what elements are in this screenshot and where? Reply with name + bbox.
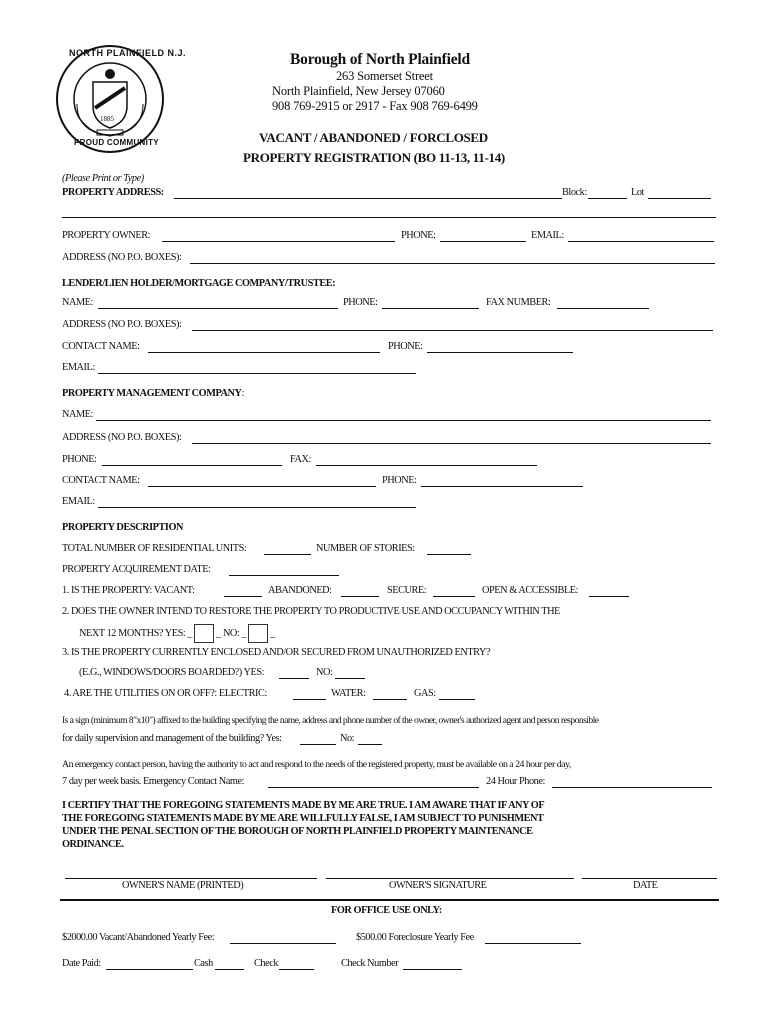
q3-line2: (E.G., WINDOWS/DOORS BOARDED?) YES: xyxy=(79,667,265,678)
q2-line1: 2. DOES THE OWNER INTEND TO RESTORE THE PROPERTY TO PRODUCTIVE USE AND OCCUPANCY WITHIN THE xyxy=(62,606,560,617)
emergency-phone-field[interactable] xyxy=(552,777,712,788)
sign-question-line2: for daily supervision and management of the building? Yes: xyxy=(62,733,282,744)
fee-foreclosure-label: $500.00 Foreclosure Yearly Fee xyxy=(356,932,474,943)
lender-phone-field[interactable] xyxy=(382,298,479,309)
owner-name-line[interactable] xyxy=(65,868,317,879)
pm-name-label: NAME: xyxy=(62,409,93,420)
lender-address-field[interactable] xyxy=(192,320,713,331)
q1-open-label: OPEN & ACCESSIBLE: xyxy=(482,585,579,596)
q4-label: 4. ARE THE UTILITIES ON OR OFF?: ELECTRIC: xyxy=(64,688,267,699)
certify-line2: THE FOREGOING STATEMENTS MADE BY ME ARE WILLFULLY FALSE, I AM SUBJECT TO PUNISHMENT xyxy=(62,813,544,824)
q4-gas-field[interactable] xyxy=(439,689,475,700)
pm-phone-field[interactable] xyxy=(102,455,282,466)
lot-field[interactable] xyxy=(648,188,711,199)
pm-contact-phone-field[interactable] xyxy=(421,476,583,487)
pm-fax-label: FAX: xyxy=(290,454,311,465)
acq-date-field[interactable] xyxy=(229,565,339,576)
owner-name-caption: OWNER'S NAME (PRINTED) xyxy=(122,880,244,891)
pm-email-field[interactable] xyxy=(98,497,416,508)
cash-label: Cash xyxy=(194,958,213,969)
q3-no-label: NO: xyxy=(316,667,333,678)
property-address-label: PROPERTY ADDRESS: xyxy=(62,187,164,198)
fee-vacant-label: $2000.00 Vacant/Abandoned Yearly Fee: xyxy=(62,932,215,943)
block-label: Block: xyxy=(562,187,587,198)
office-divider xyxy=(60,899,719,901)
total-units-field[interactable] xyxy=(264,544,311,555)
owner-phone-label: PHONE: xyxy=(401,230,436,241)
sign-no-field[interactable] xyxy=(358,734,382,745)
street-address: 263 Somerset Street xyxy=(336,69,433,83)
seal-center-text: 1885 xyxy=(100,115,114,123)
form-title-line1: VACANT / ABANDONED / FORCLOSED xyxy=(259,130,488,145)
pm-phone-label: PHONE: xyxy=(62,454,97,465)
q1-secure-field[interactable] xyxy=(433,586,475,597)
cash-field[interactable] xyxy=(215,959,244,970)
lot-label: Lot xyxy=(631,187,644,198)
lender-phone-label: PHONE: xyxy=(343,297,378,308)
pm-contact-phone-label: PHONE: xyxy=(382,475,417,486)
sign-no-label: No: xyxy=(340,733,355,744)
form-title-line2: PROPERTY REGISTRATION (BO 11-13, 11-14) xyxy=(243,150,505,165)
q4-water-label: WATER: xyxy=(331,688,366,699)
q1-abandoned-field[interactable] xyxy=(341,586,379,597)
date-caption: DATE xyxy=(633,880,658,891)
emergency-line2: 7 day per week basis. Emergency Contact Name: xyxy=(62,776,244,787)
q1-secure-label: SECURE: xyxy=(387,585,427,596)
date-paid-label: Date Paid: xyxy=(62,958,101,969)
check-label: Check xyxy=(254,958,279,969)
property-address-field[interactable] xyxy=(174,188,562,199)
pm-address-label: ADDRESS (NO P.O. BOXES): xyxy=(62,432,182,443)
lender-name-field[interactable] xyxy=(98,298,338,309)
seal-ring-bottom-text: PROUD COMMUNITY xyxy=(74,138,159,147)
desc-heading: PROPERTY DESCRIPTION xyxy=(62,522,183,533)
lender-contact-field[interactable] xyxy=(148,342,380,353)
lender-fax-field[interactable] xyxy=(557,298,649,309)
total-units-label: TOTAL NUMBER OF RESIDENTIAL UNITS: xyxy=(62,543,247,554)
emergency-name-field[interactable] xyxy=(268,777,479,788)
q1-open-field[interactable] xyxy=(589,586,629,597)
acq-date-label: PROPERTY ACQUIREMENT DATE: xyxy=(62,564,211,575)
lender-contact-label: CONTACT NAME: xyxy=(62,341,140,352)
fee-foreclosure-field[interactable] xyxy=(485,933,581,944)
owner-address-field[interactable] xyxy=(190,253,715,264)
owner-email-field[interactable] xyxy=(568,231,714,242)
owner-signature-caption: OWNER'S SIGNATURE xyxy=(389,880,487,891)
check-number-field[interactable] xyxy=(403,959,462,970)
fee-vacant-field[interactable] xyxy=(230,933,336,944)
q4-gas-label: GAS: xyxy=(414,688,436,699)
check-number-label: Check Number xyxy=(341,958,399,969)
print-note: (Please Print or Type) xyxy=(62,173,144,184)
certify-line1: I CERTIFY THAT THE FOREGOING STATEMENTS MADE BY ME ARE TRUE. I AM AWARE THAT IF ANY OF xyxy=(62,800,545,811)
owner-phone-field[interactable] xyxy=(440,231,526,242)
lender-email-label: EMAIL: xyxy=(62,362,95,373)
check-field[interactable] xyxy=(279,959,314,970)
property-address-line2[interactable] xyxy=(62,207,716,218)
q2-no-checkbox[interactable] xyxy=(248,624,268,643)
lender-email-field[interactable] xyxy=(98,363,416,374)
date-line[interactable] xyxy=(582,868,717,879)
borough-seal xyxy=(55,44,187,154)
q3-no-field[interactable] xyxy=(335,668,365,679)
sign-question-line1: Is a sign (minimum 8"x10") affixed to the building specifying the name, address and phone number of the owner, owner's authorized agent and person responsible xyxy=(62,715,599,726)
lender-heading: LENDER/LIEN HOLDER/MORTGAGE COMPANY/TRUSTEE: xyxy=(62,278,336,289)
owner-signature-line[interactable] xyxy=(326,868,574,879)
q1-label: 1. IS THE PROPERTY: VACANT: xyxy=(62,585,195,596)
phone-fax: 908 769-2915 or 2917 - Fax 908 769-6499 xyxy=(272,99,478,113)
pm-address-field[interactable] xyxy=(192,433,711,444)
pm-contact-label: CONTACT NAME: xyxy=(62,475,140,486)
emergency-phone-label: 24 Hour Phone: xyxy=(486,776,545,787)
stories-field[interactable] xyxy=(427,544,471,555)
lender-fax-label: FAX NUMBER: xyxy=(486,297,551,308)
q3-yes-field[interactable] xyxy=(279,668,309,679)
pm-heading: PROPERTY MANAGEMENT COMPANY: xyxy=(62,388,244,399)
date-paid-field[interactable] xyxy=(106,959,193,970)
property-owner-field[interactable] xyxy=(162,231,395,242)
pm-fax-field[interactable] xyxy=(316,455,537,466)
city-address: North Plainfield, New Jersey 07060 xyxy=(272,84,445,98)
seal-ring-top-text: NORTH PLAINFIELD N.J. xyxy=(69,48,187,58)
owner-address-label: ADDRESS (NO P.O. BOXES): xyxy=(62,252,182,263)
lender-contact-phone-label: PHONE: xyxy=(388,341,423,352)
lender-name-label: NAME: xyxy=(62,297,93,308)
lender-address-label: ADDRESS (NO P.O. BOXES): xyxy=(62,319,182,330)
office-heading: FOR OFFICE USE ONLY: xyxy=(331,905,442,916)
q3-line1: 3. IS THE PROPERTY CURRENTLY ENCLOSED AND/OR SECURED FROM UNAUTHORIZED ENTRY? xyxy=(62,647,491,658)
stories-label: NUMBER OF STORIES: xyxy=(316,543,415,554)
borough-title: Borough of North Plainfield xyxy=(290,51,470,68)
pm-name-field[interactable] xyxy=(96,410,711,421)
certify-line4: ORDINANCE. xyxy=(62,839,124,850)
q4-electric-field[interactable] xyxy=(293,689,326,700)
q2-yes-checkbox[interactable] xyxy=(194,624,214,643)
q1-abandoned-label: ABANDONED: xyxy=(268,585,332,596)
sign-yes-field[interactable] xyxy=(300,734,336,745)
pm-email-label: EMAIL: xyxy=(62,496,95,507)
lender-contact-phone-field[interactable] xyxy=(427,342,573,353)
certify-line3: UNDER THE PENAL SECTION OF THE BOROUGH OF NORTH PLAINFIELD PROPERTY MAINTENANCE xyxy=(62,826,533,837)
q1-vacant-field[interactable] xyxy=(224,586,262,597)
q2-line2: NEXT 12 MONTHS? YES: _ _ NO: _ _ xyxy=(79,624,275,643)
block-field[interactable] xyxy=(588,188,627,199)
pm-contact-field[interactable] xyxy=(148,476,376,487)
owner-email-label: EMAIL: xyxy=(531,230,564,241)
q4-water-field[interactable] xyxy=(373,689,407,700)
property-owner-label: PROPERTY OWNER: xyxy=(62,230,151,241)
emergency-line1: An emergency contact person, having the authority to act and respond to the needs of the registered property, must be available on a 24 hour per day, xyxy=(62,759,571,770)
